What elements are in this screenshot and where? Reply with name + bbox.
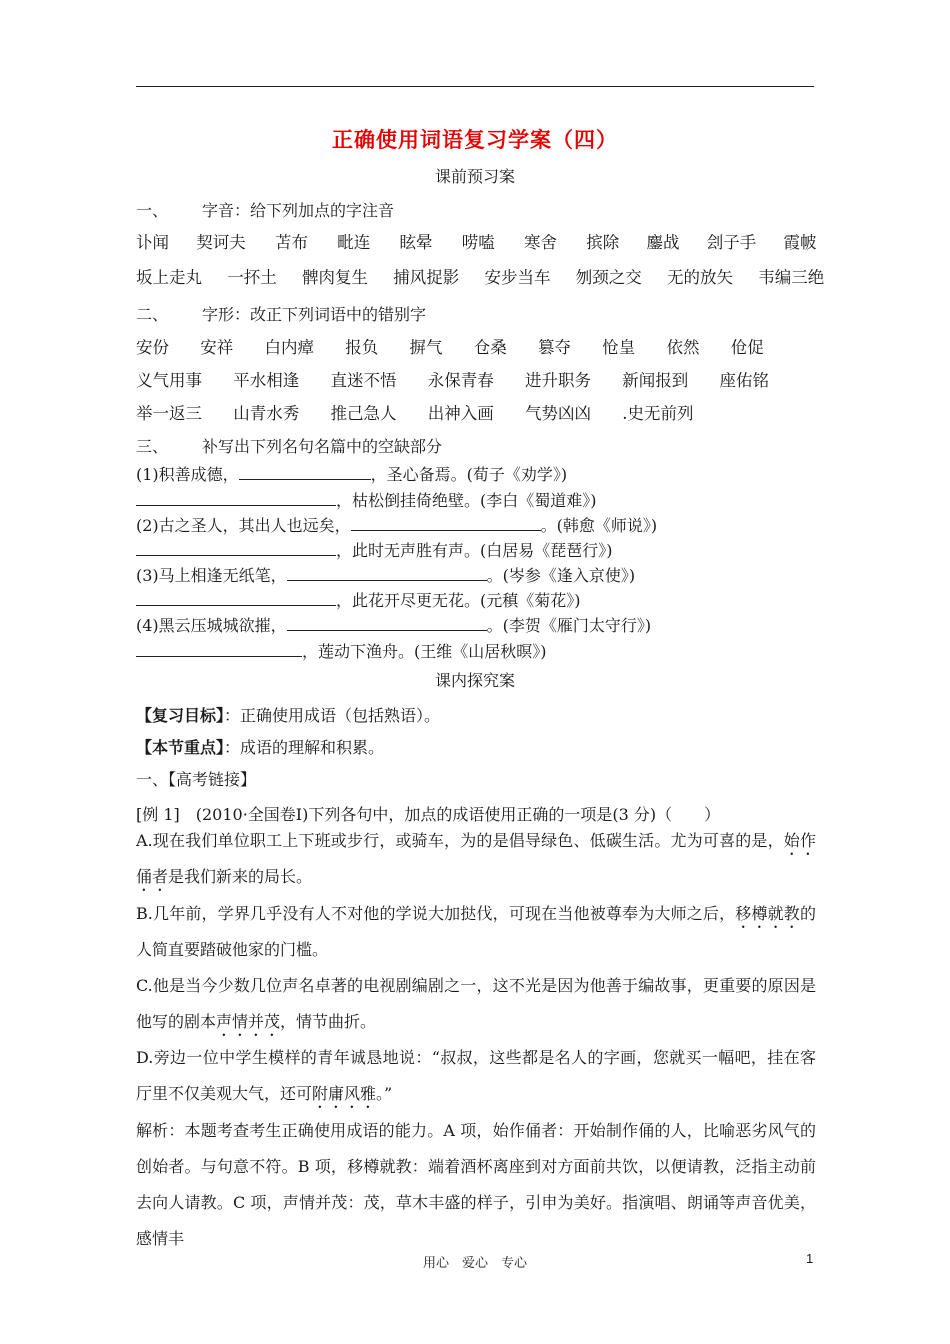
option-a	[136, 823, 816, 895]
word: 一抔土	[227, 268, 277, 287]
word: 安份	[136, 338, 169, 357]
word: 韦编三绝	[758, 268, 825, 287]
word: 气势凶凶	[525, 404, 591, 423]
word: 义气用事	[136, 371, 202, 390]
option-text: C.他是当今少数几位声名卓著的电视剧编剧之一，这不光是因为他善于编故事，更重要的原因是他写的剧本	[136, 976, 816, 1031]
review-goal	[136, 703, 440, 726]
word: 鏖战	[646, 233, 680, 252]
question-text: (1)积善成德，	[136, 465, 239, 484]
word: 安步当车	[484, 268, 551, 287]
word: 坂上走丸	[136, 268, 202, 287]
word: 进升职务	[525, 371, 591, 390]
answer-blank[interactable]	[136, 490, 336, 506]
answer-blank[interactable]	[287, 565, 487, 581]
question-4b	[136, 639, 547, 662]
word: 山青水秀	[233, 404, 300, 423]
word: 依然	[666, 338, 700, 357]
question-3a	[136, 563, 635, 586]
section-1-heading	[136, 198, 394, 221]
section-1-number: 一、	[136, 201, 169, 220]
question-source: ，此时无声胜有声。(白居易《琵琶行》)	[336, 541, 613, 560]
focus-label: 【本节重点】	[136, 738, 225, 757]
word: 举一返三	[136, 404, 202, 423]
preview-heading: 课前预习案	[434, 167, 515, 186]
exam-link-heading	[136, 767, 256, 790]
word: 推己急人	[330, 404, 397, 423]
section-1-label: 字音：给下列加点的字注音	[202, 201, 395, 220]
option-text: 的人简直要踏破他家的门槛。	[136, 904, 816, 959]
word: .史无前列	[622, 404, 694, 423]
page-number: 1	[806, 1251, 814, 1266]
word: 眩晕	[399, 233, 433, 252]
word: 捕风捉影	[393, 268, 460, 287]
question-2a	[136, 513, 657, 536]
word: 刎颈之交	[575, 268, 642, 287]
analysis-paragraph: 解析：本题考查考生正确使用成语的能力。A 项，始作俑者：开始制作俑的人，比喻恶劣风气的创始者。与句意不符。B 项，移樽就教：端着酒杯离座到对方面前共饮，以便请教，泛指主动前去向人请教。C 项，声情并茂：茂，草木丰盛的样子，引申为美好。指演唱、朗诵等声音优美，感情丰	[136, 1121, 816, 1248]
exam-link-label: 【高考链接】	[168, 770, 257, 789]
section-1-row-1	[136, 229, 817, 253]
word: 直迷不悟	[330, 371, 397, 390]
word: 苫布	[275, 233, 308, 252]
option-text: ，情节曲折。	[280, 1012, 377, 1031]
section-2-heading	[136, 302, 426, 325]
word: 篡夺	[538, 338, 571, 357]
answer-blank[interactable]	[239, 464, 371, 480]
word: 霞帔	[783, 233, 817, 252]
dotted-idiom: 声情并茂	[216, 1012, 281, 1031]
word: 唠嗑	[461, 233, 495, 252]
question-source: ，此花开尽更无花。(元稹《菊花》)	[336, 591, 581, 610]
question-text: (3)马上相逢无纸笔，	[136, 566, 287, 585]
question-source: ，圣心备焉。(荀子《劝学》)	[370, 465, 568, 484]
section-2-label: 字形：改正下列词语中的错别字	[202, 305, 427, 324]
word: 仓桑	[473, 338, 507, 357]
word: 永保青春	[427, 371, 494, 390]
word: 摒气	[409, 338, 443, 357]
section-3-label: 补写出下列名句名篇中的空缺部分	[202, 437, 443, 456]
option-text: A.现在我们单位职工上下班或步行，或骑车，为的是倡导绿色、低碳生活。尤为可喜的是，	[136, 831, 784, 850]
page-title: 正确使用词语复习学案（四）	[332, 127, 618, 152]
option-text: 。”	[376, 1084, 393, 1103]
section-3-heading	[136, 434, 442, 457]
section-3-number: 三、	[136, 437, 169, 456]
word: 新闻报到	[622, 371, 689, 390]
section-2-number: 二、	[136, 305, 169, 324]
header-rule	[136, 86, 814, 87]
example-heading: [例 1] (2010·全国卷Ⅰ)下列各句中，加点的成语使用正确的一项是(3 分)（ ）	[136, 805, 721, 824]
option-text: B.几年前，学界几乎没有人不对他的学说大加挞伐，可现在当他被尊奉为大师之后，	[136, 904, 736, 923]
word: 安祥	[200, 338, 234, 357]
question-text: (2)古之圣人，其出人也远矣，	[136, 516, 351, 535]
question-1a	[136, 462, 567, 485]
section-2-row-1	[136, 334, 764, 358]
word: 摈除	[586, 233, 620, 252]
word: 契诃夫	[196, 233, 246, 252]
dotted-idiom: 始作俑者	[136, 831, 816, 886]
goal-label: 【复习目标】	[136, 706, 225, 725]
answer-blank[interactable]	[351, 515, 541, 531]
question-source: ，莲动下渔舟。(王维《山居秋暝》)	[302, 642, 547, 661]
question-text: (4)黑云压城城欲摧，	[136, 616, 287, 635]
word: 伧促	[730, 338, 764, 357]
question-2b	[136, 538, 613, 561]
word: 无的放矢	[667, 268, 733, 287]
section-1-row-2	[136, 264, 824, 288]
question-source: 。(韩愈《师说》)	[540, 516, 658, 535]
word: 讣闻	[136, 233, 169, 252]
word: 出神入画	[427, 404, 494, 423]
option-b	[136, 896, 816, 968]
question-source: 。(李贺《雁门太守行》)	[486, 616, 652, 635]
focus-text: ：成语的理解和积累。	[224, 738, 385, 757]
section-focus	[136, 735, 384, 758]
option-text: D.旁边一位中学生模样的青年诚恳地说：“叔叔，这些都是名人的字画，您就买一幅吧，挂在客厅里不仅美观大气，还可	[136, 1048, 816, 1103]
dotted-idiom: 附庸风雅	[312, 1084, 377, 1103]
word: 座佑铭	[719, 371, 769, 390]
word: 毗连	[337, 233, 371, 252]
answer-blank[interactable]	[136, 641, 302, 657]
word: 报负	[345, 338, 379, 357]
dotted-idiom: 移樽就教	[735, 904, 800, 923]
word: 寒舍	[524, 233, 557, 252]
section-2-row-3	[136, 400, 694, 424]
question-source: ，枯松倒挂倚绝壁。(李白《蜀道难》)	[336, 491, 597, 510]
exam-link-number: 一、	[136, 770, 169, 789]
answer-blank[interactable]	[287, 615, 487, 631]
word: 怆皇	[602, 338, 636, 357]
class-heading: 课内探究案	[434, 671, 515, 690]
word: 白内瘴	[264, 338, 314, 357]
option-d	[136, 1040, 816, 1112]
word: 刽子手	[706, 233, 757, 252]
question-3b	[136, 588, 581, 611]
word: 髀肉复生	[302, 268, 368, 287]
question-source: 。(岑参《逢入京使》)	[486, 566, 636, 585]
goal-text: ：正确使用成语（包括熟语）。	[224, 706, 441, 725]
option-c	[136, 968, 816, 1040]
option-text: 是我们新来的局长。	[168, 867, 313, 886]
answer-blank[interactable]	[136, 590, 336, 606]
section-2-row-2	[136, 367, 769, 391]
footer-text: 用心 爱心 专心	[422, 1256, 527, 1271]
answer-blank[interactable]	[136, 540, 336, 556]
question-1b	[136, 488, 597, 511]
word: 平水相逢	[233, 371, 300, 390]
question-4a	[136, 613, 651, 636]
